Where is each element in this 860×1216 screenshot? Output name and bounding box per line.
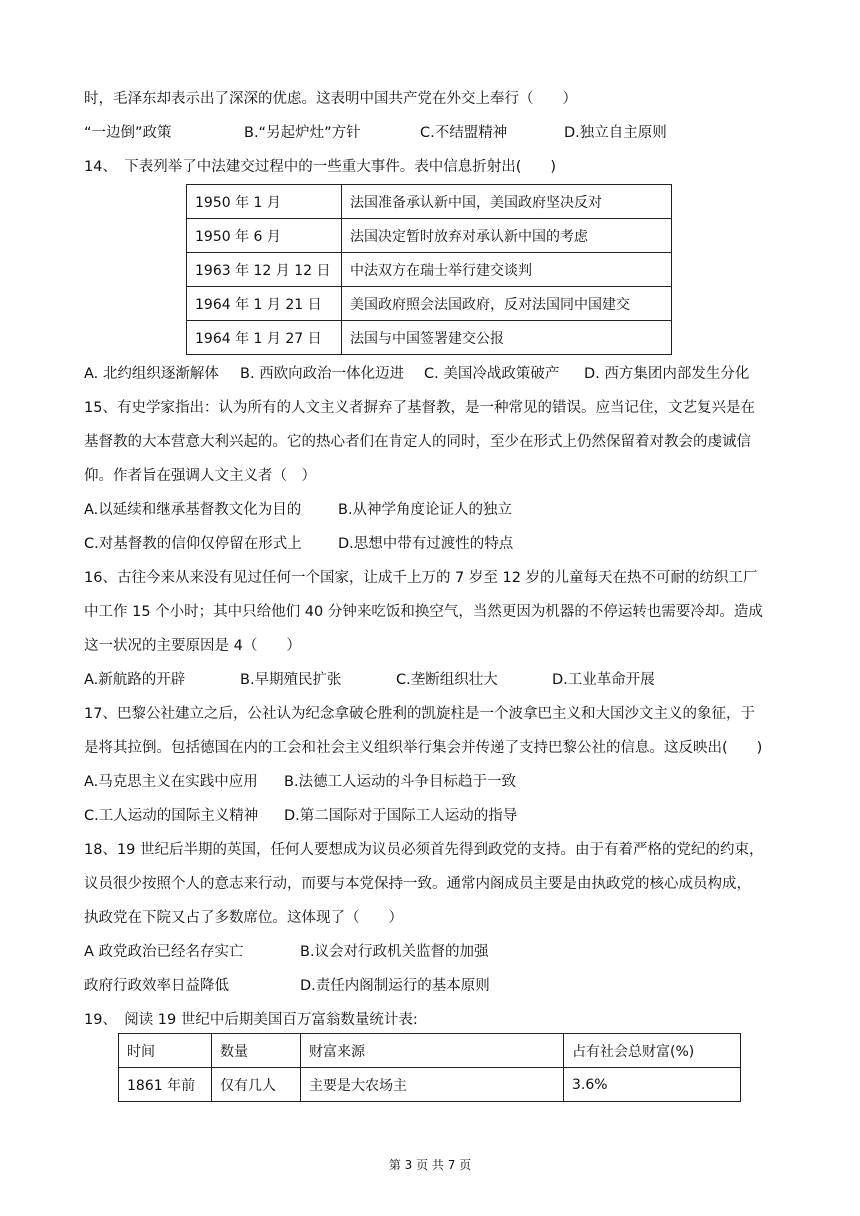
q14-events-table (186, 184, 672, 355)
table-row (187, 185, 672, 219)
q18-option-c: 政府行政效率日益降低 (84, 978, 229, 994)
q16-option-b: B.早期殖民扩张 (240, 672, 342, 688)
q15-option-d: D.思想中带有过渡性的特点 (338, 536, 514, 552)
q13-option-a: “一边倒”政策 (84, 125, 172, 141)
table-cell-date: 1950 年 1 月 (187, 185, 342, 219)
q18-stem-line-3: 执政党在下院又占了多数席位。这体现了（ ） (84, 910, 403, 926)
q13-option-d: D.独立自主原则 (564, 125, 667, 141)
q16-option-c: C.垄断组织壮大 (396, 672, 498, 688)
q18-stem-line-2: 议员很少按照个人的意志来行动，而要与本党保持一致。通常内阁成员主要是由执政党的核心成员构成， (84, 876, 751, 892)
table-row (119, 1068, 741, 1102)
table-cell-event: 中法双方在瑞士举行建交谈判 (342, 253, 672, 287)
q13-stem-tail: 时，毛泽东却表示出了深深的优虑。这表明中国共产党在外交上奉行（ ） (84, 91, 577, 107)
table-cell-event: 法国决定暂时放弃对承认新中国的考虑 (342, 219, 672, 253)
q19-millionaire-table (118, 1033, 741, 1102)
q14-option-c: C. 美国冷战政策破产 (424, 366, 560, 382)
q15-stem-line-1: 15、有史学家指出：认为所有的人文主义者摒弃了基督教，是一种常见的错误。应当记住，文艺复兴是在 (84, 400, 755, 416)
q16-stem-line-3: 这一状况的主要原因是 4（ ） (84, 638, 301, 654)
q13-option-b: B.“另起炉灶”方针 (244, 125, 361, 141)
q17-option-a: A.马克思主义在实践中应用 (84, 774, 258, 790)
q15-stem-line-3: 仰。作者旨在强调人文主义者（ ） (84, 468, 316, 484)
q16-option-a: A.新航路的开辟 (84, 672, 186, 688)
q19-stem: 19、 阅读 19 世纪中后期美国百万富翁数量统计表: (84, 1012, 418, 1028)
q13-option-c: C.不结盟精神 (420, 125, 508, 141)
q18-stem-line-1: 18、19 世纪后半期的英国，任何人要想成为议员必须首先得到政党的支持。由于有着严格的党纪的约束， (84, 842, 764, 858)
q17-option-d: D.第二国际对于国际工人运动的指导 (284, 808, 518, 824)
table-row (187, 219, 672, 253)
table-cell-event: 法国准备承认新中国，美国政府坚决反对 (342, 185, 672, 219)
q14-option-a: A. 北约组织逐渐解体 (84, 366, 219, 382)
q15-option-a: A.以延续和继承基督教文化为目的 (84, 502, 302, 518)
q18-option-d: D.责任内阁制运行的基本原则 (300, 978, 490, 994)
table-cell: 主要是大农场主 (301, 1068, 564, 1102)
q16-option-d: D.工业革命开展 (552, 672, 655, 688)
table-header-cell: 财富来源 (301, 1034, 564, 1068)
table-header-cell: 时间 (119, 1034, 212, 1068)
table-row (187, 253, 672, 287)
table-cell: 3.6% (564, 1068, 741, 1102)
table-cell-date: 1963 年 12 月 12 日 (187, 253, 342, 287)
q15-option-c: C.对基督教的信仰仅停留在形式上 (84, 536, 302, 552)
q15-option-b: B.从神学角度论证人的独立 (338, 502, 513, 518)
table-cell-date: 1950 年 6 月 (187, 219, 342, 253)
q18-option-a: A 政党政治已经名存实亡 (84, 944, 244, 960)
table-cell: 仅有几人 (212, 1068, 301, 1102)
page-number-footer: 第 3 页 共 7 页 (388, 1158, 472, 1172)
q15-stem-line-2: 基督教的大本营意大利兴起的。它的热心者们在肯定人的同时，至少在形式上仍然保留着对教会的虔诚信 (84, 434, 751, 450)
q16-stem-line-1: 16、古往今来从来没有见过任何一个国家，让成千上万的 7 岁至 12 岁的儿童每天在热不可耐的纺织工厂 (84, 570, 758, 586)
q18-option-b: B.议会对行政机关监督的加强 (300, 944, 489, 960)
table-cell-date: 1964 年 1 月 21 日 (187, 287, 342, 321)
table-header-row (119, 1034, 741, 1068)
table-cell-event: 法国与中国签署建交公报 (342, 321, 672, 355)
q14-option-b: B. 西欧向政治一体化迈进 (240, 366, 405, 382)
table-header-cell: 数量 (212, 1034, 301, 1068)
table-cell: 1861 年前 (119, 1068, 212, 1102)
table-row (187, 321, 672, 355)
q14-stem: 14、 下表列举了中法建交过程中的一些重大事件。表中信息折射出( ) (84, 159, 557, 175)
table-row (187, 287, 672, 321)
q14-option-d: D. 西方集团内部发生分化 (584, 366, 750, 382)
q16-stem-line-2: 中工作 15 个小时；其中只给他们 40 分钟来吃饭和换空气，当然更因为机器的不停运转也需要冷却。造成 (84, 604, 763, 620)
table-cell-date: 1964 年 1 月 27 日 (187, 321, 342, 355)
table-cell-event: 美国政府照会法国政府，反对法国同中国建交 (342, 287, 672, 321)
q17-option-c: C.工人运动的国际主义精神 (84, 808, 259, 824)
q17-stem-line-2: 是将其拉倒。包括德国在内的工会和社会主义组织举行集会并传递了支持巴黎公社的信息。这反映出( ) (84, 740, 763, 756)
q17-stem-line-1: 17、巴黎公社建立之后，公社认为纪念拿破仑胜利的凯旋柱是一个波拿巴主义和大国沙文主义的象征，于 (84, 706, 755, 722)
table-header-cell: 占有社会总财富(%) (564, 1034, 741, 1068)
q17-option-b: B.法德工人运动的斗争目标趋于一致 (284, 774, 517, 790)
